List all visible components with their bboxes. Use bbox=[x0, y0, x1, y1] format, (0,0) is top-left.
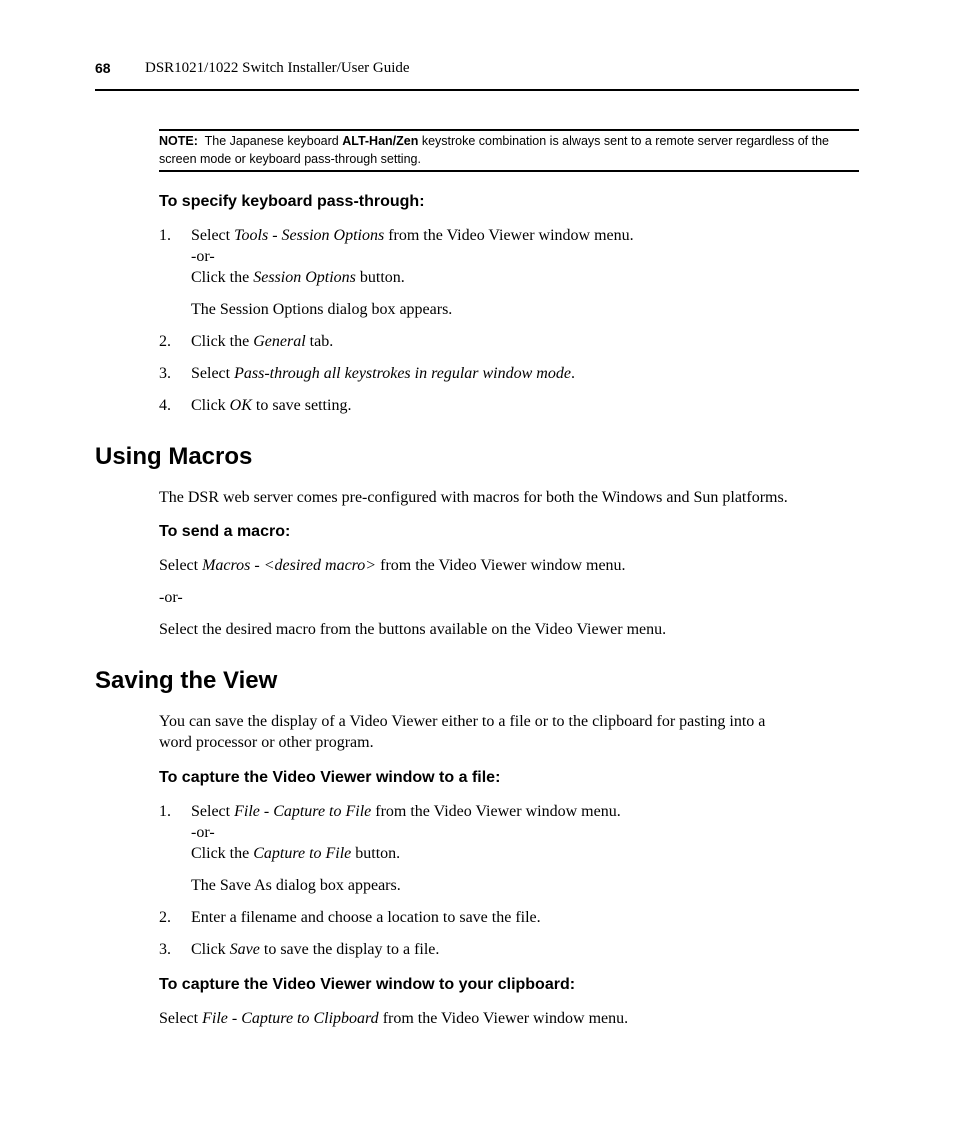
step-number: 2. bbox=[159, 909, 171, 926]
body-paragraph: Select the desired macro from the buttons available on the Video Viewer menu. bbox=[159, 621, 667, 638]
step-result: The Session Options dialog box appears. bbox=[191, 301, 453, 318]
header-rule bbox=[95, 89, 859, 91]
step-text: Click Save to save the display to a file. bbox=[191, 941, 440, 958]
or-separator: -or- bbox=[191, 248, 215, 265]
note-text-post: keystroke combination is always sent to a remote server regardless of the screen mode or keyboard pass-through setting. bbox=[159, 134, 829, 166]
body-paragraph: Select Macros - <desired macro> from the Video Viewer window menu. bbox=[159, 557, 626, 574]
running-header-title: DSR1021/1022 Switch Installer/User Guide bbox=[145, 60, 410, 76]
step-number: 4. bbox=[159, 397, 171, 414]
page-number: 68 bbox=[95, 60, 111, 76]
step-text: Click the Capture to File button. bbox=[191, 845, 401, 862]
step-text: Select Tools - Session Options from the Video Viewer window menu. bbox=[191, 227, 634, 244]
step-text: Select File - Capture to File from the Video Viewer window menu. bbox=[191, 803, 621, 820]
section-title-saving-the-view: Saving the View bbox=[95, 667, 278, 694]
body-paragraph: Select File - Capture to Clipboard from the Video Viewer window menu. bbox=[159, 1010, 629, 1027]
procedure-heading-send-macro: To send a macro: bbox=[159, 523, 291, 540]
step-number: 1. bbox=[159, 803, 171, 820]
section-intro: The DSR web server comes pre-configured with macros for both the Windows and Sun platforms. bbox=[159, 489, 788, 506]
step-number: 2. bbox=[159, 333, 171, 350]
step-text: Click the Session Options button. bbox=[191, 269, 405, 286]
step-text: Click the General tab. bbox=[191, 333, 334, 350]
section-intro: word processor or other program. bbox=[159, 734, 374, 751]
step-number: 3. bbox=[159, 941, 171, 958]
note-keystroke: ALT-Han/Zen bbox=[342, 134, 419, 148]
note-label: NOTE: bbox=[159, 134, 198, 148]
step-text: Click OK to save setting. bbox=[191, 397, 352, 414]
step-text: Enter a filename and choose a location to save the file. bbox=[191, 909, 541, 926]
procedure-heading-capture-file: To capture the Video Viewer window to a file: bbox=[159, 769, 501, 786]
step-number: 1. bbox=[159, 227, 171, 244]
step-text: Select Pass-through all keystrokes in regular window mode. bbox=[191, 365, 575, 382]
note-bottom-rule bbox=[159, 170, 859, 172]
note-top-rule bbox=[159, 129, 859, 131]
procedure-heading-capture-clipboard: To capture the Video Viewer window to your clipboard: bbox=[159, 976, 576, 993]
or-separator: -or- bbox=[159, 589, 183, 606]
or-separator: -or- bbox=[191, 824, 215, 841]
section-title-using-macros: Using Macros bbox=[95, 443, 253, 470]
note-box bbox=[159, 132, 859, 168]
procedure-heading-pass-through: To specify keyboard pass-through: bbox=[159, 193, 425, 210]
step-result: The Save As dialog box appears. bbox=[191, 877, 401, 894]
section-intro: You can save the display of a Video Viewer either to a file or to the clipboard for pasting into a bbox=[159, 713, 766, 730]
step-number: 3. bbox=[159, 365, 171, 382]
note-text-pre: The Japanese keyboard bbox=[204, 134, 343, 148]
